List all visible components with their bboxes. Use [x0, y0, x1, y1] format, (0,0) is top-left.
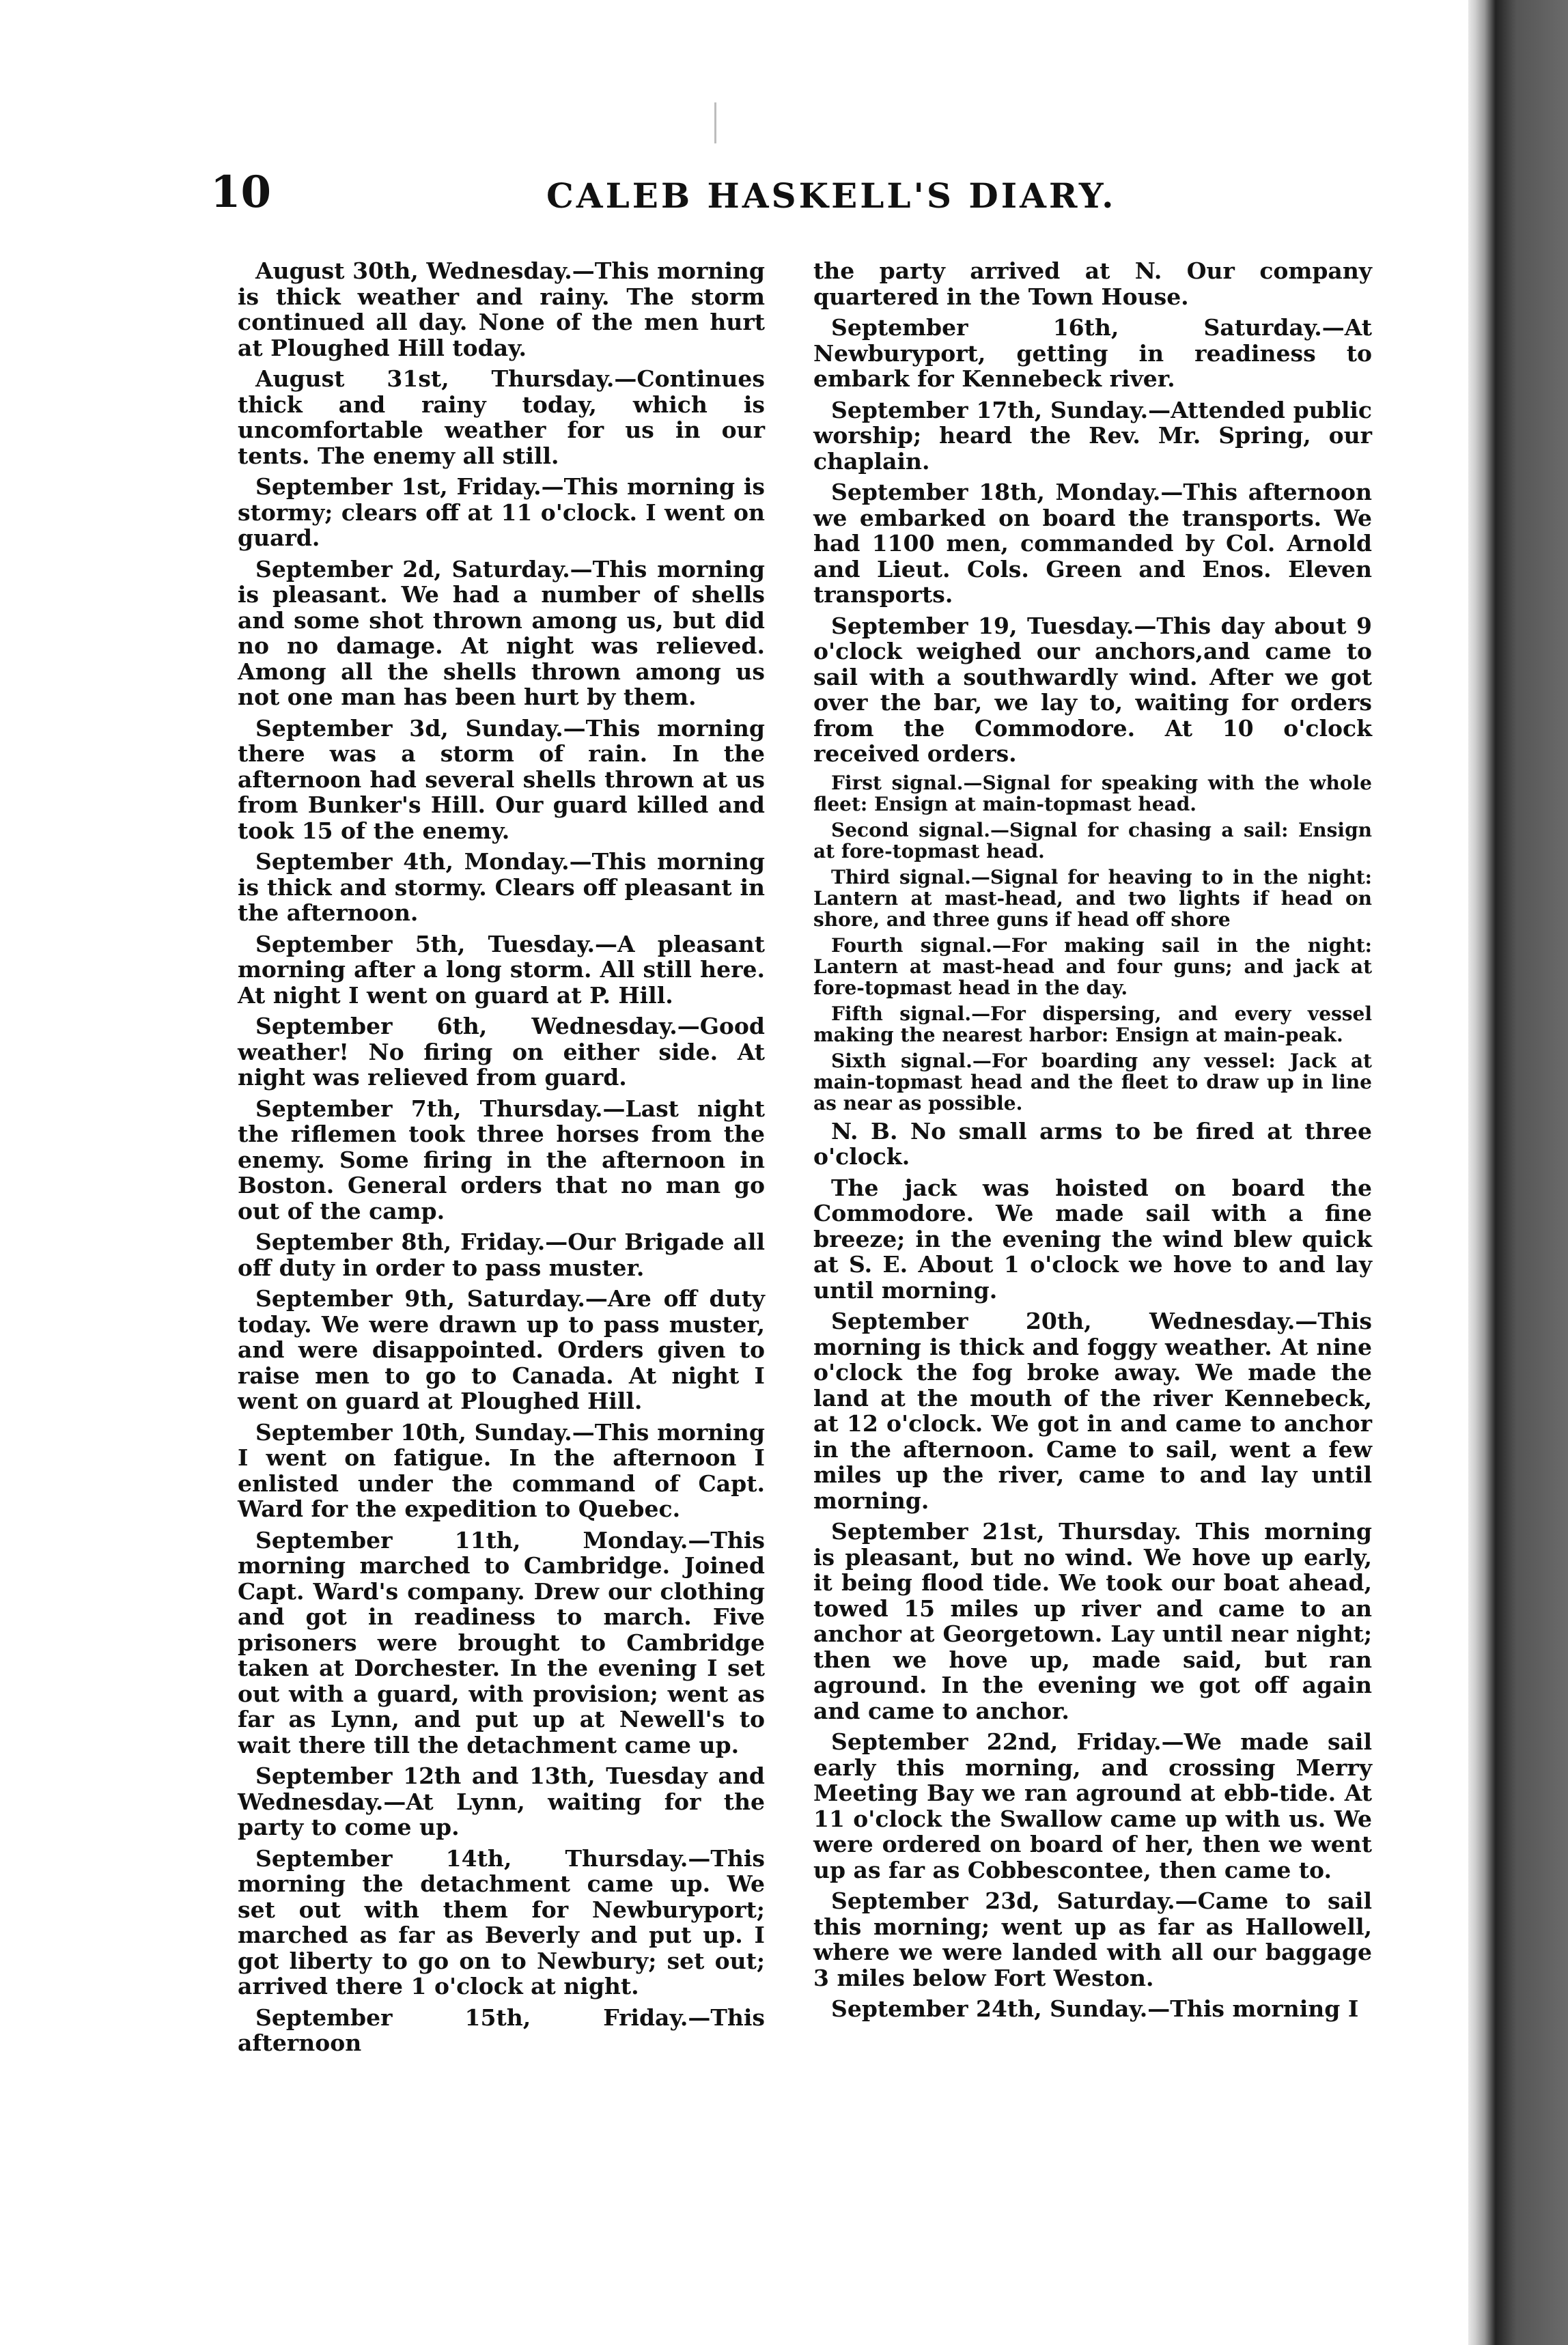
diary-entry: August 30th, Wednesday.—This morning is thick weather and rainy. The storm continued all day. None of the men hurt at Ploughed Hill today.: [238, 257, 765, 361]
page-number: 10: [210, 167, 272, 218]
diary-entry: August 31st, Thursday.—Continues thick and rainy today, which is uncomfortable weather for us in our tents. The enemy all still.: [238, 365, 765, 469]
diary-entry: September 2d, Saturday.—This morning is pleasant. We had a number of shells and some shot thrown among us, but did no no damage. At night was relieved. Among all the shells thrown among us not one man has been hurt by them.: [238, 555, 765, 710]
diary-entry: September 21st, Thursday. This morning is pleasant, but no wind. We hove up early, it being flood tide. We took our boat ahead, towed 15 miles up river and came to an anchor at Georgetown. Lay until near night; then we hove up, made said, but ran aground. In the evening we got off again and came to anchor.: [813, 1518, 1372, 1724]
diary-entry: September 5th, Tuesday.—A pleasant morning after a long storm. All still here. At night I went on guard at P. Hill.: [238, 930, 765, 1009]
diary-entry: September 18th, Monday.—This afternoon we embarked on board the transports. We had 1100 men, commanded by Col. Arnold and Lieut. Cols. Green and Enos. Eleven transports.: [813, 479, 1372, 608]
diary-entry: September 7th, Thursday.—Last night the riflemen took three horses from the enemy. Some firing in the afternoon in Boston. General orders that no man go out of the camp.: [238, 1095, 765, 1224]
diary-entry: September 9th, Saturday.—Are off duty today. We were drawn up to pass muster, and were disappointed. Orders given to raise men to go to Canada. At night I went on guard at Ploughed Hill.: [238, 1285, 765, 1414]
left-column: [238, 258, 765, 2062]
diary-entry: September 1st, Friday.—This morning is stormy; clears off at 11 o'clock. I went on guard.: [238, 473, 765, 551]
diary-entry: September 6th, Wednesday.—Good weather! No firing on either side. At night was relieved from guard.: [238, 1013, 765, 1091]
book-binding-edge: [1468, 0, 1568, 2345]
signal-entry: Fourth signal.—For making sail in the night: Lantern at mast-head and four guns; and jack at fore-topmast head in the day.: [813, 933, 1372, 999]
diary-entry: September 22nd, Friday.—We made sail early this morning, and crossing Merry Meeting Bay we ran aground at ebb-tide. At 11 o'clock the Swallow came up with us. We were ordered on board of her, then we went up as far as Cobbescontee, then came to.: [813, 1728, 1372, 1883]
fold-mark: [714, 102, 716, 143]
diary-entry: September 23d, Saturday.—Came to sail this morning; went up as far as Hallowell, where we were landed with all our baggage 3 miles below Fort Weston.: [813, 1887, 1372, 1991]
diary-entry: September 14th, Thursday.—This morning the detachment came up. We set out with them for Newburyport; marched as far as Beverly and put up. I got liberty to go on to Newbury; set out; arrived there 1 o'clock at night.: [238, 1844, 765, 1999]
diary-entry: September 10th, Sunday.—This morning I went on fatigue. In the afternoon I enlisted under the command of Capt. Ward for the expedition to Quebec.: [238, 1418, 765, 1522]
diary-entry: September 11th, Monday.—This morning marched to Cambridge. Joined Capt. Ward's company. Drew our clothing and got in readiness to march. Five prisoners were brought to Cambridge taken at Dorchester. In the evening I set out with a guard, with provision; went as far as Lynn, and put up at Newell's to wait there till the detachment came up.: [238, 1526, 765, 1758]
diary-entry: September 4th, Monday.—This morning is thick and stormy. Clears off pleasant in the afternoon.: [238, 848, 765, 926]
diary-entry: September 3d, Sunday.—This morning there was a storm of rain. In the afternoon had several shells thrown at us from Bunker's Hill. Our guard killed and took 15 of the enemy.: [238, 714, 765, 844]
signal-entry: Sixth signal.—For boarding any vessel: Jack at main-topmast head and the fleet to draw up in line as near as possible.: [813, 1049, 1372, 1114]
diary-entry: September 15th, Friday.—This afternoon: [238, 2004, 765, 2056]
diary-entry: September 20th, Wednesday.—This morning is thick and foggy weather. At nine o'clock the fog broke away. We made the land at the mouth of the river Kennebeck, at 12 o'clock. We got in and came to anchor in the afternoon. Came to sail, went a few miles up the river, came to and lay until morning.: [813, 1308, 1372, 1514]
diary-entry: September 24th, Sunday.—This morning I: [831, 1995, 1359, 2022]
diary-note: N. B. No small arms to be fired at three o'clock.: [813, 1117, 1372, 1170]
diary-entry: September 12th and 13th, Tuesday and Wednesday.—At Lynn, waiting for the party to come up.: [238, 1763, 765, 1840]
diary-entry: September 17th, Sunday.—Attended public worship; heard the Rev. Mr. Spring, our chaplain.: [813, 396, 1372, 475]
signal-entry: Second signal.—Signal for chasing a sail: Ensign at fore-topmast head.: [813, 818, 1372, 862]
running-head: CALEB HASKELL'S DIARY.: [546, 175, 1117, 216]
signal-entry: First signal.—Signal for speaking with the whole fleet: Ensign at main-topmast head.: [813, 771, 1372, 815]
signal-entry: Fifth signal.—For dispersing, and every vessel making the nearest harbor: Ensign at main-peak.: [813, 1002, 1372, 1046]
signal-entry: Third signal.—Signal for heaving to in the night: Lantern at mast-head, and two lights if head on shore, and three guns if head off shore: [813, 865, 1372, 931]
diary-entry: September 8th, Friday.—Our Brigade all off duty in order to pass muster.: [238, 1228, 765, 1281]
diary-entry: September 16th, Saturday.—At Newburyport, getting in readiness to embark for Kennebeck river.: [813, 314, 1372, 392]
diary-entry-continued: the party arrived at N. Our company quartered in the Town House.: [813, 257, 1372, 310]
diary-entry: The jack was hoisted on board the Commodore. We made sail with a fine breeze; in the evening the wind blew quick at S. E. About 1 o'clock we hove to and lay until morning.: [813, 1174, 1372, 1304]
diary-entry: September 19, Tuesday.—This day about 9 o'clock weighed our anchors,and came to sail with a southwardly wind. After we got over the bar, we lay to, waiting for orders from the Commodore. At 10 o'clock received orders.: [813, 612, 1372, 767]
right-column: [813, 258, 1372, 2027]
